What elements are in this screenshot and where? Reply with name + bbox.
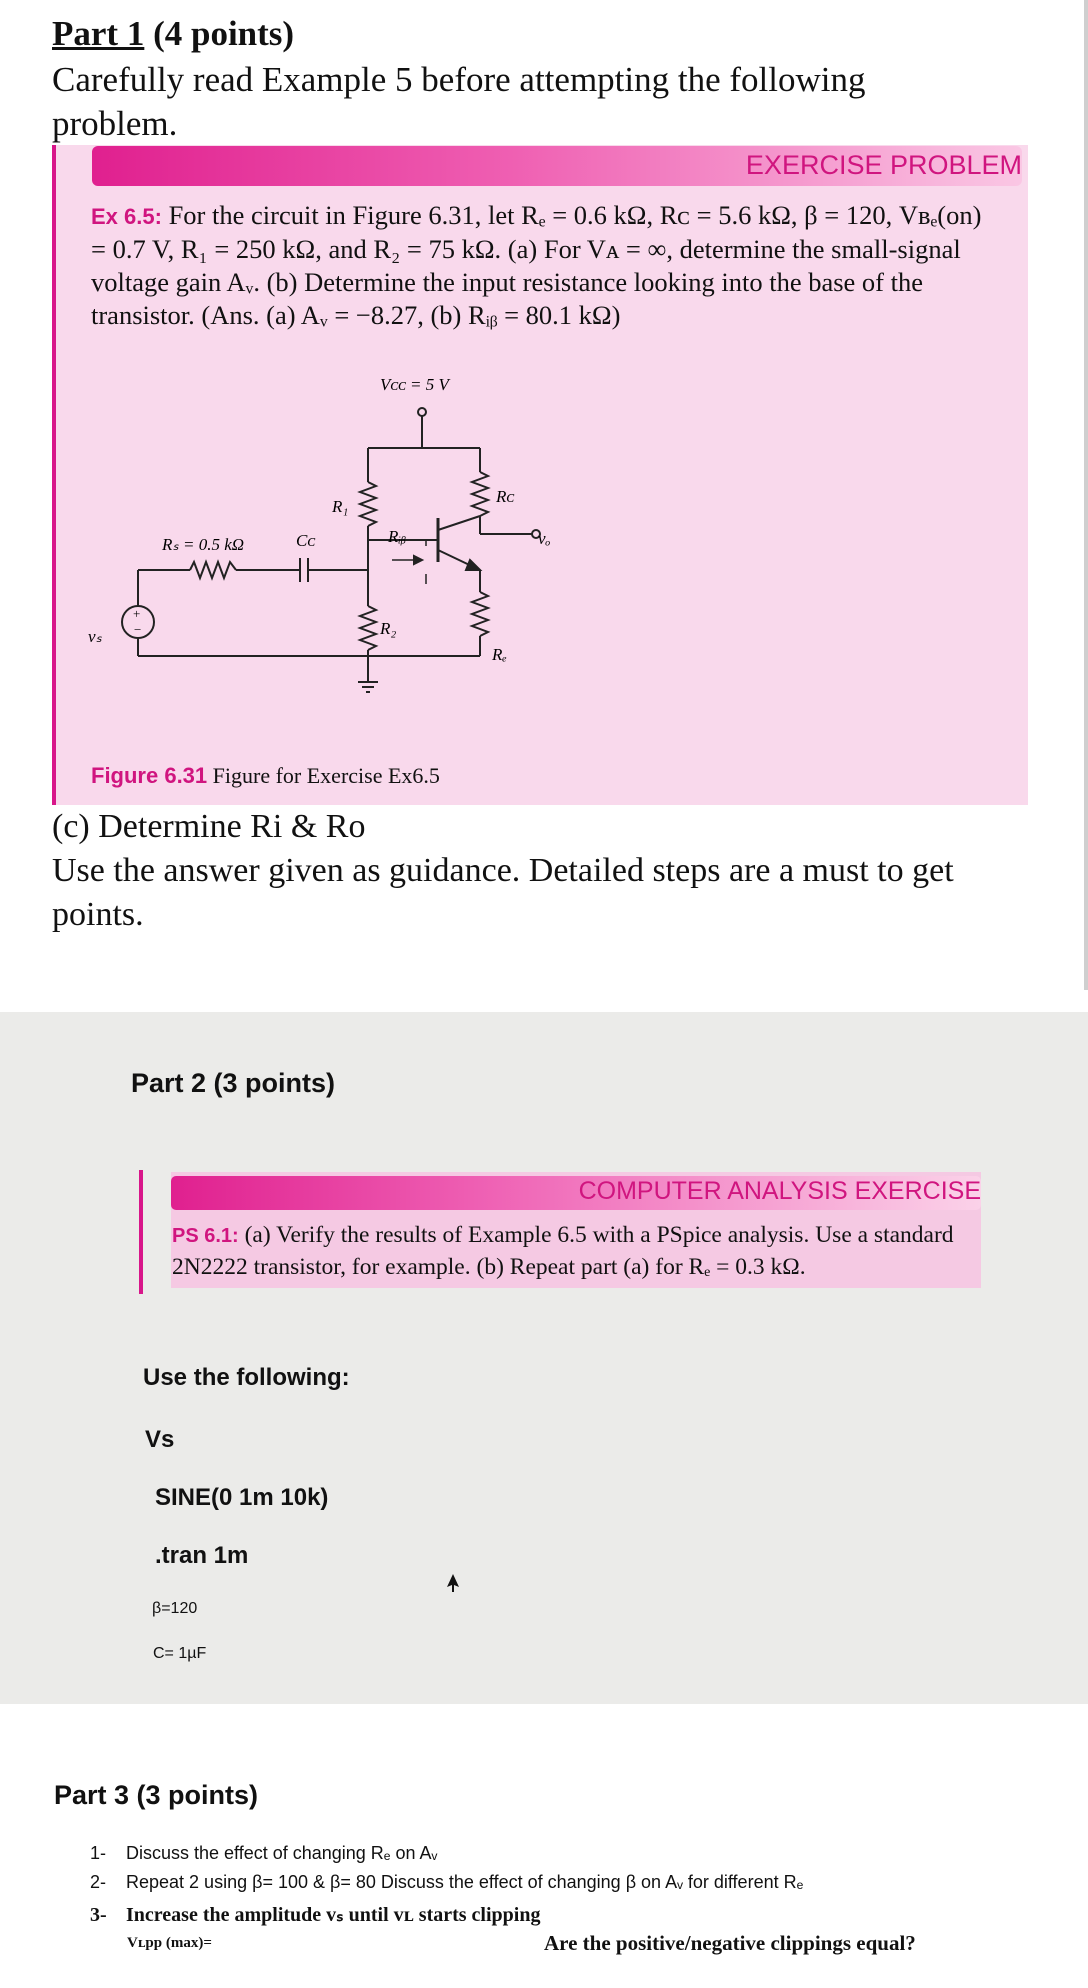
exercise-header: EXERCISE PROBLEM xyxy=(745,150,1022,180)
part1-title xyxy=(52,14,294,54)
page-edge xyxy=(1084,0,1088,990)
item-number: 2- xyxy=(90,1872,107,1892)
r1-label: R₁ xyxy=(332,497,349,516)
item-text: Repeat 2 using β= 100 & β= 80 Discuss the effect of changing β on Aᵥ for different Rₑ xyxy=(126,1872,804,1892)
cc-label: Cᴄ xyxy=(296,531,316,550)
figure-caption-label: Figure 6.31 xyxy=(91,763,208,788)
guidance-text: Use the answer given as guidance. Detailed steps are a must to get points. xyxy=(52,852,954,933)
capacitor-spec: C= 1µF xyxy=(153,1645,207,1662)
minus-sign: − xyxy=(134,622,142,637)
rs-resistor xyxy=(190,562,236,578)
circuit-diagram xyxy=(88,360,630,750)
r2-resistor xyxy=(360,606,376,650)
item-number: 3- xyxy=(90,1904,107,1926)
rib-label: Rᵢᵦ xyxy=(388,527,406,546)
rc-label: Rᴄ xyxy=(496,487,515,506)
computer-exercise-header: COMPUTER ANALYSIS EXERCISE xyxy=(578,1177,981,1205)
re-label: Rₑ xyxy=(492,645,507,664)
use-following-label: Use the following: xyxy=(143,1364,350,1391)
vs-label: vₛ xyxy=(88,627,102,646)
ps-body: (a) Verify the results of Example 6.5 with a PSpice analysis. Use a standard 2N2222 transistor, for example. (b) Repeat part (a) for Rₑ = 0.3 kΩ. xyxy=(172,1222,954,1280)
vo-label: vₒ xyxy=(538,529,551,548)
beta-spec: β=120 xyxy=(152,1600,198,1617)
vcc-terminal xyxy=(418,408,426,416)
emitter-arrow xyxy=(466,560,480,570)
computer-exercise-bar xyxy=(139,1170,143,1294)
part3-title: Part 3 (3 points) xyxy=(54,1780,259,1810)
clipping-question: Are the positive/negative clippings equal? xyxy=(544,1931,916,1955)
vs-label-text: Vs xyxy=(145,1426,175,1453)
figure-caption xyxy=(91,763,440,789)
r1-resistor xyxy=(360,482,376,526)
exercise-text xyxy=(91,199,1001,332)
ps-exercise-text xyxy=(172,1220,972,1283)
tran-spec: .tran 1m xyxy=(155,1542,249,1569)
part-c-question: (c) Determine Ri & Ro xyxy=(52,808,366,845)
sine-spec: SINE(0 1m 10k) xyxy=(155,1484,329,1511)
item-text: Discuss the effect of changing Rₑ on Aᵥ xyxy=(126,1843,438,1863)
part1-intro: Carefully read Example 5 before attempting the following problem. xyxy=(52,60,866,143)
vlpp-label: Vʟpp (max)= xyxy=(127,1935,212,1951)
part3-item-3 xyxy=(90,1902,540,1927)
item-number: 1- xyxy=(90,1843,107,1863)
part1-title-points: (4 points) xyxy=(144,14,295,53)
vcc-label: Vᴄᴄ = 5 V xyxy=(380,375,449,394)
plus-sign: + xyxy=(133,606,141,621)
rs-label: Rₛ = 0.5 kΩ xyxy=(162,535,245,554)
exercise-body: For the circuit in Figure 6.31, let Rₑ = 0.6 kΩ, Rᴄ = 5.6 kΩ, β = 120, Vʙₑ(on) = 0.7 V, R₁ = 250 kΩ, and R₂ = 75 kΩ. (a) For Vᴀ = ∞, determine the small-signal voltage gain Aᵥ. (b) Determine the input resistance looking into the base of the transistor. (Ans. (a) Aᵥ = −8.27, (b) Rᵢᵦ = 80.1 kΩ) xyxy=(91,200,982,330)
figure-caption-text: Figure for Exercise Ex6.5 xyxy=(207,763,440,788)
part2-title: Part 2 (3 points) xyxy=(131,1068,336,1098)
ps-label: PS 6.1: xyxy=(172,1225,239,1247)
mouse-cursor-icon xyxy=(446,1573,460,1593)
exercise-label: Ex 6.5: xyxy=(91,204,162,229)
part3-item-2 xyxy=(90,1872,803,1893)
part1-question-block xyxy=(52,805,1032,937)
re-resistor xyxy=(472,592,488,636)
part1-title-underlined: Part 1 xyxy=(52,14,145,53)
item-text: Increase the amplitude vₛ until vʟ starts clipping xyxy=(126,1904,541,1926)
part3-item-1 xyxy=(90,1843,437,1864)
rc-resistor xyxy=(472,472,488,516)
r2-label: R₂ xyxy=(380,619,397,638)
